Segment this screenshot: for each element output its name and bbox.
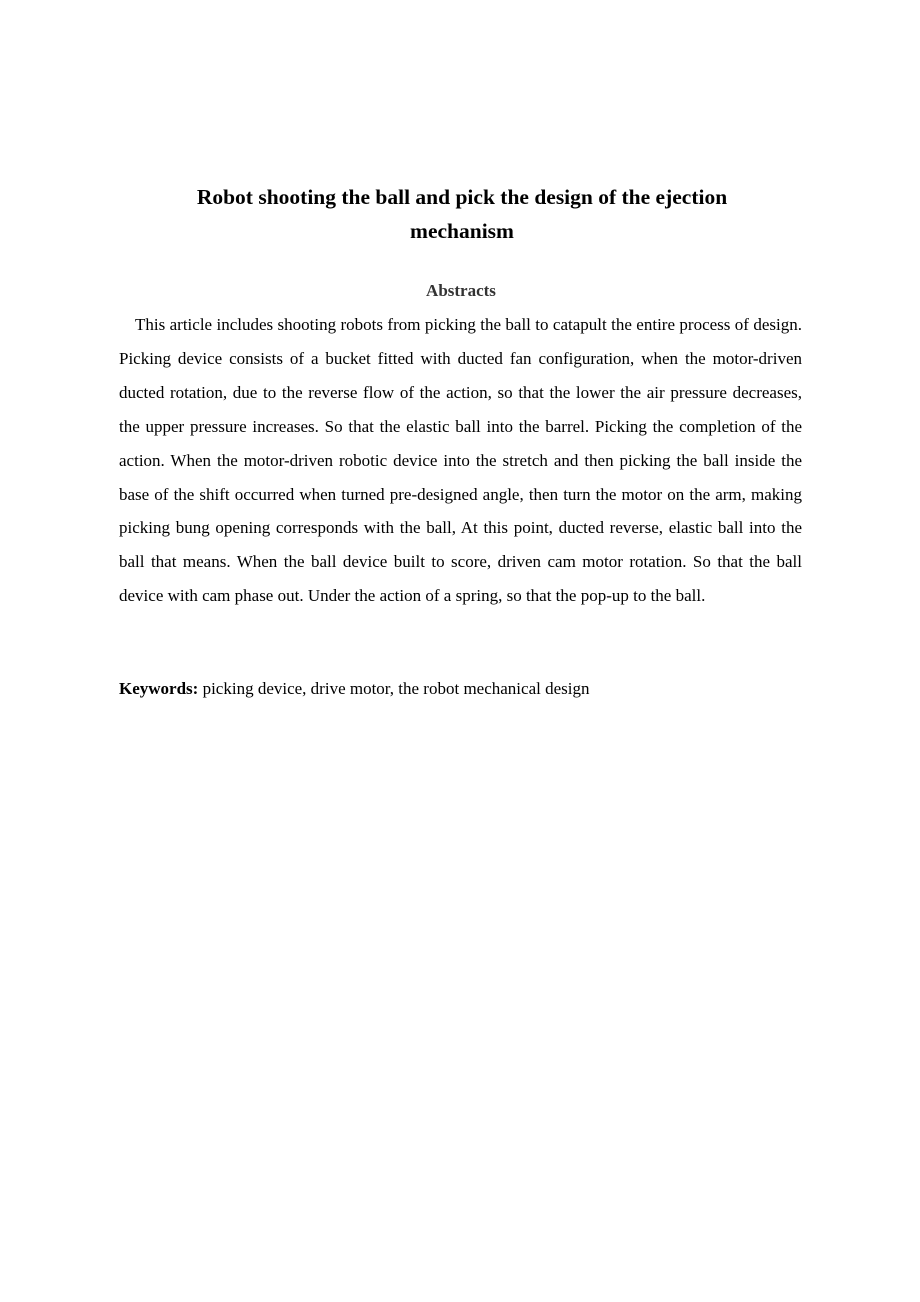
- keywords-text: picking device, drive motor, the robot mechanical design: [198, 679, 590, 698]
- keywords-line: [119, 676, 802, 702]
- abstract-heading: Abstracts: [426, 281, 496, 300]
- abstract-paragraph: This article includes shooting robots from picking the ball to catapult the entire process of design. Picking device consists of a bucket fitted with ducted fan configuration, when the motor-driven ducted rotation, due to the reverse flow of the action, so that the lower the air pressure decreases, the upper pressure increases. So that the elastic ball into the barrel. Picking the completion of the action. When the motor-driven robotic device into the stretch and then picking the ball inside the base of the shift occurred when turned pre-designed angle, then turn the motor on the arm, making picking bung opening corresponds with the ball, At this point, ducted reverse, elastic ball into the ball that means. When the ball device built to score, driven cam motor rotation. So that the ball device with cam phase out. Under the action of a spring, so that the pop-up to the ball.: [119, 315, 802, 606]
- paper-title: Robot shooting the ball and pick the design of the ejection mechanism: [196, 185, 728, 243]
- keywords-label: Keywords:: [119, 679, 199, 698]
